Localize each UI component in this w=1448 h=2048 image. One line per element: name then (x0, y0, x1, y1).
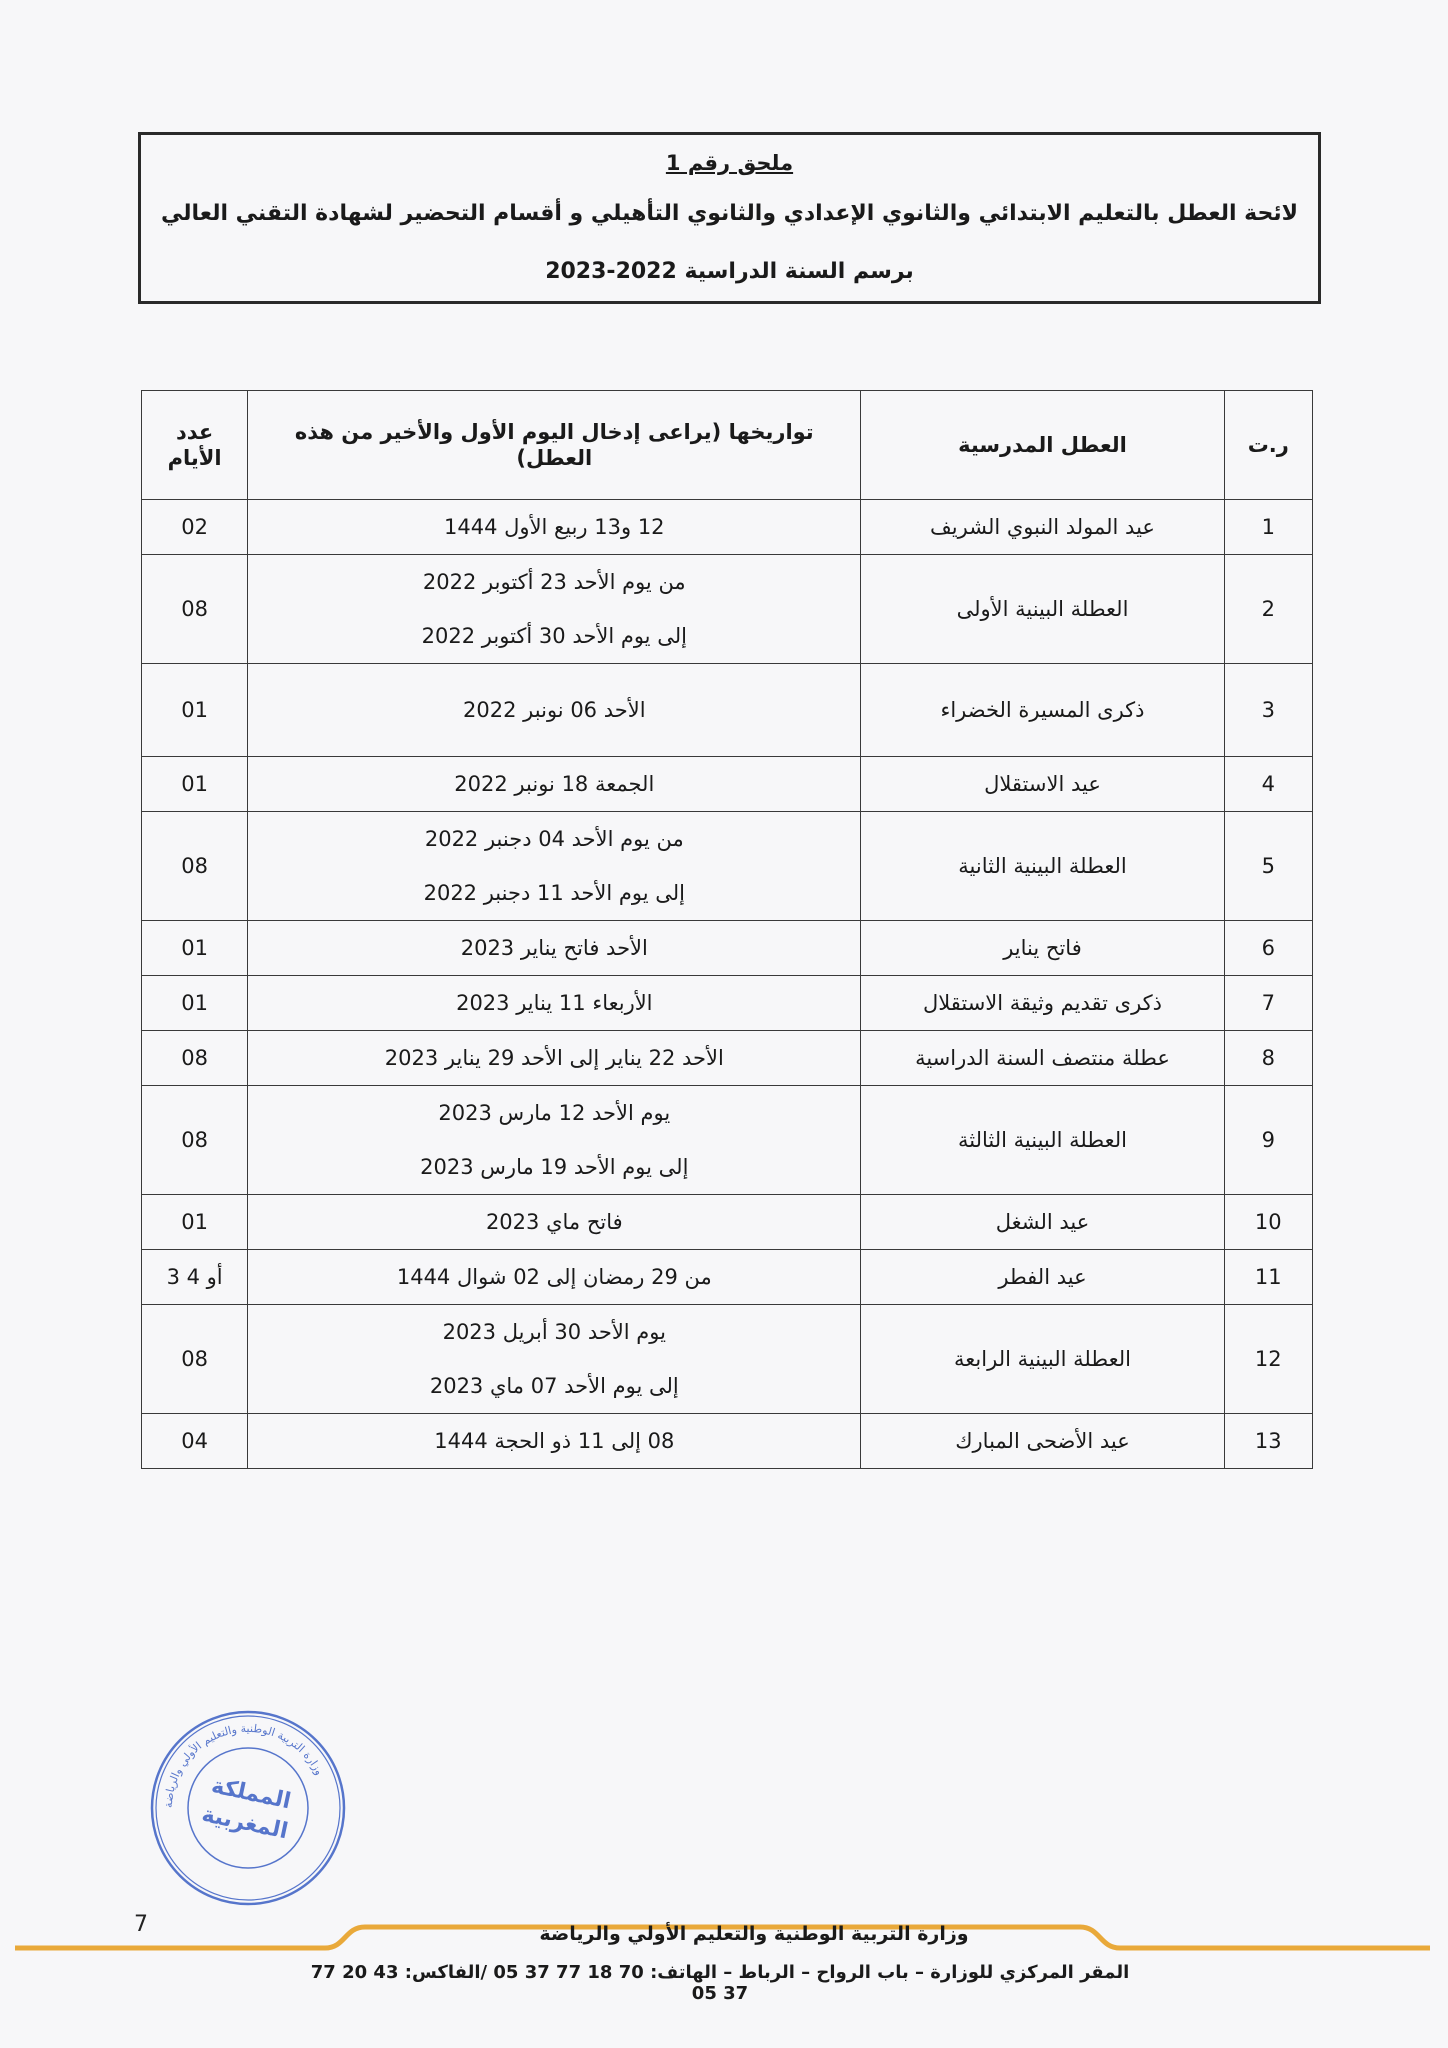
cell-dates (248, 1414, 861, 1469)
document-title: لائحة العطل بالتعليم الابتدائي والثانوي الإعدادي والثانوي التأهيلي و أقسام التحضير لشهادة التقني العالي (161, 201, 1298, 226)
date-line: إلى يوم الأحد 19 مارس 2023 (420, 1155, 689, 1179)
cell-days: 02 (142, 500, 248, 555)
cell-holiday: عيد الاستقلال (861, 757, 1224, 812)
cell-days: 08 (142, 1086, 248, 1195)
table-row (142, 921, 1313, 976)
cell-dates (248, 664, 861, 757)
date-line: إلى يوم الأحد 07 ماي 2023 (429, 1374, 679, 1398)
cell-days: 3 أو 4 (142, 1250, 248, 1305)
date-line: الجمعة 18 نونبر 2022 (454, 772, 655, 796)
holidays-table (141, 390, 1313, 1469)
cell-days: 08 (142, 812, 248, 921)
header-number: ر.ت (1224, 391, 1312, 500)
cell-number: 10 (1224, 1195, 1312, 1250)
cell-dates (248, 1250, 861, 1305)
stamp-text-line1: المملكة (209, 1773, 293, 1815)
table-row (142, 1305, 1313, 1414)
table-header-row (142, 391, 1313, 500)
table-row (142, 1086, 1313, 1195)
date-line: إلى يوم الأحد 30 أكتوبر 2022 (421, 624, 687, 648)
date-line: الأربعاء 11 يناير 2023 (456, 991, 653, 1015)
cell-number: 6 (1224, 921, 1312, 976)
cell-holiday: العطلة البينية الرابعة (861, 1305, 1224, 1414)
cell-dates (248, 1195, 861, 1250)
cell-dates (248, 921, 861, 976)
stamp-seal-icon (152, 1712, 344, 1904)
date-line: الأحد فاتح يناير 2023 (460, 936, 648, 960)
table-row (142, 664, 1313, 757)
cell-dates (248, 500, 861, 555)
annex-label: ملحق رقم 1 (665, 151, 794, 175)
cell-dates (248, 757, 861, 812)
cell-days: 01 (142, 921, 248, 976)
date-line: إلى يوم الأحد 11 دجنبر 2022 (423, 881, 686, 905)
header-holiday: العطل المدرسية (861, 391, 1224, 500)
table-row (142, 1250, 1313, 1305)
cell-dates (248, 1305, 861, 1414)
table-row (142, 812, 1313, 921)
table-body (142, 500, 1313, 1469)
date-line: الأحد 06 نونبر 2022 (463, 698, 646, 722)
cell-number: 1 (1224, 500, 1312, 555)
stamp-ring-text: وزارة التربية الوطنية والتعليم الأولي والرياضة (161, 1721, 326, 1809)
table-row (142, 1031, 1313, 1086)
official-stamp (148, 1708, 348, 1908)
cell-holiday: عيد الأضحى المبارك (861, 1414, 1224, 1469)
date-line: من يوم الأحد 23 أكتوبر 2022 (422, 570, 686, 594)
cell-days: 01 (142, 1195, 248, 1250)
table-row (142, 500, 1313, 555)
date-line: 12 و13 ربيع الأول 1444 (444, 515, 665, 539)
page-number: 7 (134, 1912, 148, 1937)
table-row (142, 976, 1313, 1031)
cell-holiday: فاتح يناير (861, 921, 1224, 976)
date-line: 08 إلى 11 ذو الحجة 1444 (434, 1429, 675, 1453)
footer-ministry: وزارة التربية الوطنية والتعليم الأولي والرياضة (539, 1923, 969, 1945)
table-row (142, 555, 1313, 664)
cell-days: 01 (142, 757, 248, 812)
header-days: عدد الأيام (142, 391, 248, 500)
date-line: يوم الأحد 12 مارس 2023 (438, 1101, 671, 1125)
cell-dates (248, 812, 861, 921)
cell-holiday: ذكرى المسيرة الخضراء (861, 664, 1224, 757)
date-line: الأحد 22 يناير إلى الأحد 29 يناير 2023 (384, 1046, 724, 1070)
table-row (142, 757, 1313, 812)
cell-number: 3 (1224, 664, 1312, 757)
footer-address: المقر المركزي للوزارة – باب الرواح – الرباط – الهاتف: 70 18 77 37 05 /الفاكس: 43 20 77 37 05 (310, 1962, 1130, 2004)
stamp-text-line2: المغربية (199, 1801, 291, 1845)
date-line: من 29 رمضان إلى 02 شوال 1444 (396, 1265, 712, 1289)
title-box (138, 132, 1321, 304)
cell-days: 01 (142, 976, 248, 1031)
cell-dates (248, 1086, 861, 1195)
school-year: برسم السنة الدراسية 2022-2023 (545, 259, 914, 284)
cell-days: 08 (142, 1031, 248, 1086)
cell-holiday: العطلة البينية الأولى (861, 555, 1224, 664)
cell-days: 04 (142, 1414, 248, 1469)
cell-number: 5 (1224, 812, 1312, 921)
table-row (142, 1414, 1313, 1469)
cell-dates (248, 976, 861, 1031)
cell-holiday: عيد الفطر (861, 1250, 1224, 1305)
cell-days: 08 (142, 1305, 248, 1414)
cell-number: 4 (1224, 757, 1312, 812)
cell-dates (248, 555, 861, 664)
header-dates: تواريخها (يراعى إدخال اليوم الأول والأخير من هذه العطل) (248, 391, 861, 500)
cell-holiday: عيد الشغل (861, 1195, 1224, 1250)
cell-holiday: عطلة منتصف السنة الدراسية (861, 1031, 1224, 1086)
table-row (142, 1195, 1313, 1250)
cell-number: 7 (1224, 976, 1312, 1031)
cell-days: 08 (142, 555, 248, 664)
date-line: من يوم الأحد 04 دجنبر 2022 (424, 827, 684, 851)
cell-holiday: العطلة البينية الثالثة (861, 1086, 1224, 1195)
date-line: فاتح ماي 2023 (485, 1210, 623, 1234)
cell-holiday: ذكرى تقديم وثيقة الاستقلال (861, 976, 1224, 1031)
cell-number: 9 (1224, 1086, 1312, 1195)
cell-holiday: العطلة البينية الثانية (861, 812, 1224, 921)
date-line: يوم الأحد 30 أبريل 2023 (442, 1320, 667, 1344)
cell-number: 12 (1224, 1305, 1312, 1414)
cell-number: 2 (1224, 555, 1312, 664)
cell-days: 01 (142, 664, 248, 757)
cell-number: 8 (1224, 1031, 1312, 1086)
cell-number: 11 (1224, 1250, 1312, 1305)
cell-dates (248, 1031, 861, 1086)
cell-number: 13 (1224, 1414, 1312, 1469)
cell-holiday: عيد المولد النبوي الشريف (861, 500, 1224, 555)
